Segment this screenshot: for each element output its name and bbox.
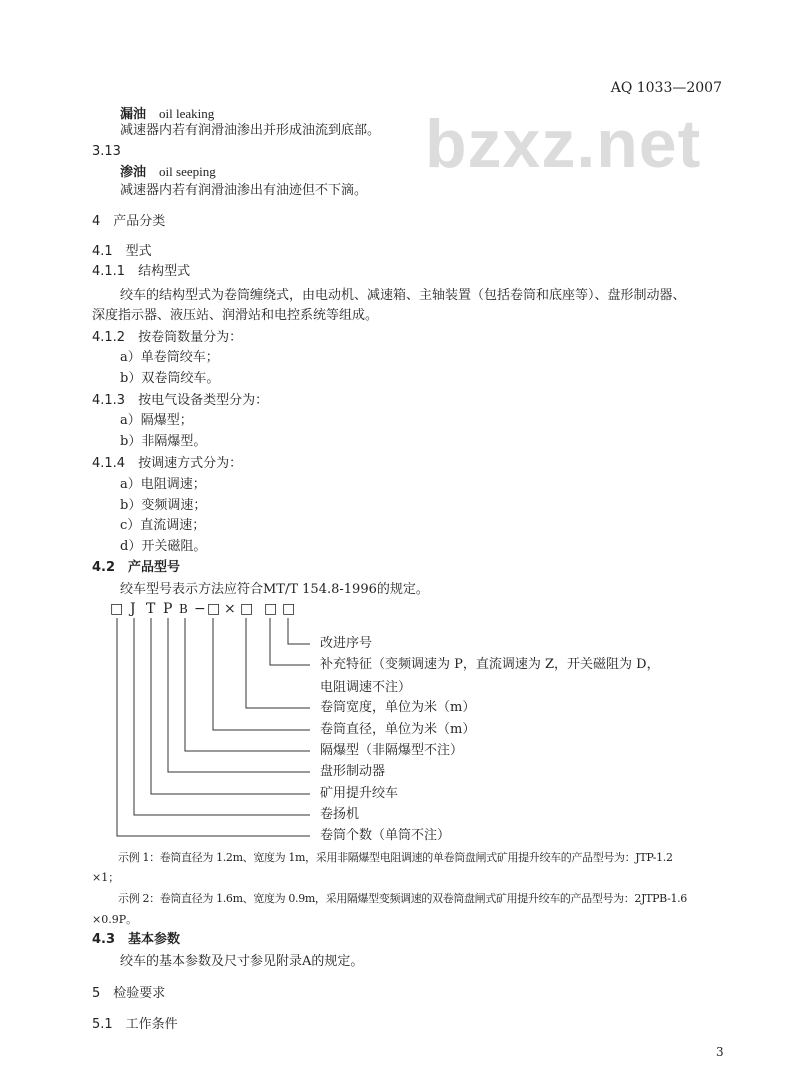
leader-line (288, 618, 310, 644)
section-heading: 4.1 型式 (92, 244, 152, 259)
example-text: 示例 2：卷筒直径为 1.6m、宽度为 0.9m，采用隔爆型变频调速的双卷筒盘闸式矿用提升绞车的产品型号为：2JTPB-1.6 (118, 892, 687, 905)
code-char: J (130, 601, 136, 617)
code-label: 隔爆型（非隔爆型不注） (320, 743, 464, 758)
list-item: a）单卷筒绞车； (120, 350, 219, 365)
paragraph: 绞车的结构型式为卷筒缠绕式，由电动机、减速箱、主轴装置（包括卷筒和底座等）、盘形制动器、 (120, 288, 686, 303)
list-item: b）变频调速； (120, 498, 207, 513)
code-label: 卷筒直径，单位为米（m） (320, 722, 476, 737)
leader-line (134, 618, 310, 815)
clause-number: 3.13 (92, 144, 121, 159)
clause-number: 4.1.1 (92, 264, 126, 279)
clause-title: 按调速方式分为： (138, 456, 243, 471)
code-char: − (194, 601, 206, 617)
paragraph: 绞车型号表示方法应符合MT/T 154.8-1996的规定。 (120, 582, 429, 597)
list-item: b）双卷筒绞车。 (120, 371, 220, 386)
section-heading: 5.1 工作条件 (92, 1017, 178, 1032)
clause-title: 按电气设备类型分为： (138, 393, 269, 408)
code-char: P (163, 601, 173, 617)
term-definition: 减速器内若有润滑油渗出有油迹但不下滴。 (120, 183, 368, 198)
code-char: B (179, 602, 188, 616)
section-heading: 4 产品分类 (92, 214, 166, 229)
code-char: □ (240, 601, 254, 617)
leader-line (270, 618, 310, 665)
leader-line (168, 618, 310, 772)
example-text: ×0.9P。 (92, 913, 138, 926)
list-item: b）非隔爆型。 (120, 434, 207, 449)
term-zh: 渗油 (120, 165, 147, 180)
code-label: 补充特征（变频调速为 P，直流调速为 Z，开关磁阻为 D， (320, 657, 660, 672)
paragraph: 深度指示器、液压站、润滑站和电控系统等组成。 (92, 308, 379, 323)
code-label: 卷扬机 (320, 807, 360, 822)
leader-line (151, 618, 310, 794)
section-heading: 5 检验要求 (92, 986, 166, 1001)
document-header: AQ 1033—2007 (610, 80, 722, 96)
term-definition: 减速器内若有润滑油渗出并形成油流到底部。 (120, 123, 381, 138)
example-text: ×1； (92, 871, 120, 884)
term-zh: 漏油 (120, 107, 147, 122)
clause-number: 4.1.3 (92, 393, 126, 408)
list-item: d）开关磁阻。 (120, 539, 207, 554)
leader-line (213, 618, 310, 730)
section-heading: 4.2 产品型号 (92, 560, 181, 575)
leader-line (246, 618, 310, 708)
watermark: bzxz.net (425, 106, 702, 182)
code-label: 卷筒个数（单筒不注） (320, 828, 451, 843)
clause-title: 结构型式 (138, 264, 191, 279)
clause-number: 4.1.2 (92, 330, 126, 345)
code-char: □ (282, 601, 296, 617)
code-char: × (224, 601, 236, 617)
code-char: □ (207, 601, 221, 617)
code-char: □ (264, 601, 278, 617)
code-label: 盘形制动器 (320, 764, 386, 779)
page-number: 3 (716, 1045, 724, 1059)
example-text: 示例 1：卷筒直径为 1.2m、宽度为 1m，采用非隔爆型电阻调速的单卷筒盘闸式矿用提升绞车的产品型号为：JTP-1.2 (118, 851, 673, 864)
list-item: c）直流调速； (120, 518, 206, 533)
leader-line (185, 618, 310, 751)
code-label: 改进序号 (320, 636, 373, 651)
term-en: oil seeping (159, 164, 216, 179)
code-label: 卷筒宽度，单位为米（m） (320, 700, 476, 715)
term-en: oil leaking (159, 106, 215, 121)
paragraph: 绞车的基本参数及尺寸参见附录A的规定。 (120, 954, 364, 969)
list-item: a）电阻调速； (120, 477, 206, 492)
clause-number: 4.1.4 (92, 456, 126, 471)
code-char: T (146, 601, 156, 617)
code-label: 电阻调速不注） (320, 680, 412, 695)
section-heading: 4.3 基本参数 (92, 932, 181, 947)
code-char: □ (110, 601, 124, 617)
clause-title: 按卷筒数量分为： (138, 330, 243, 345)
list-item: a）隔爆型； (120, 413, 193, 428)
code-label: 矿用提升绞车 (320, 786, 399, 801)
